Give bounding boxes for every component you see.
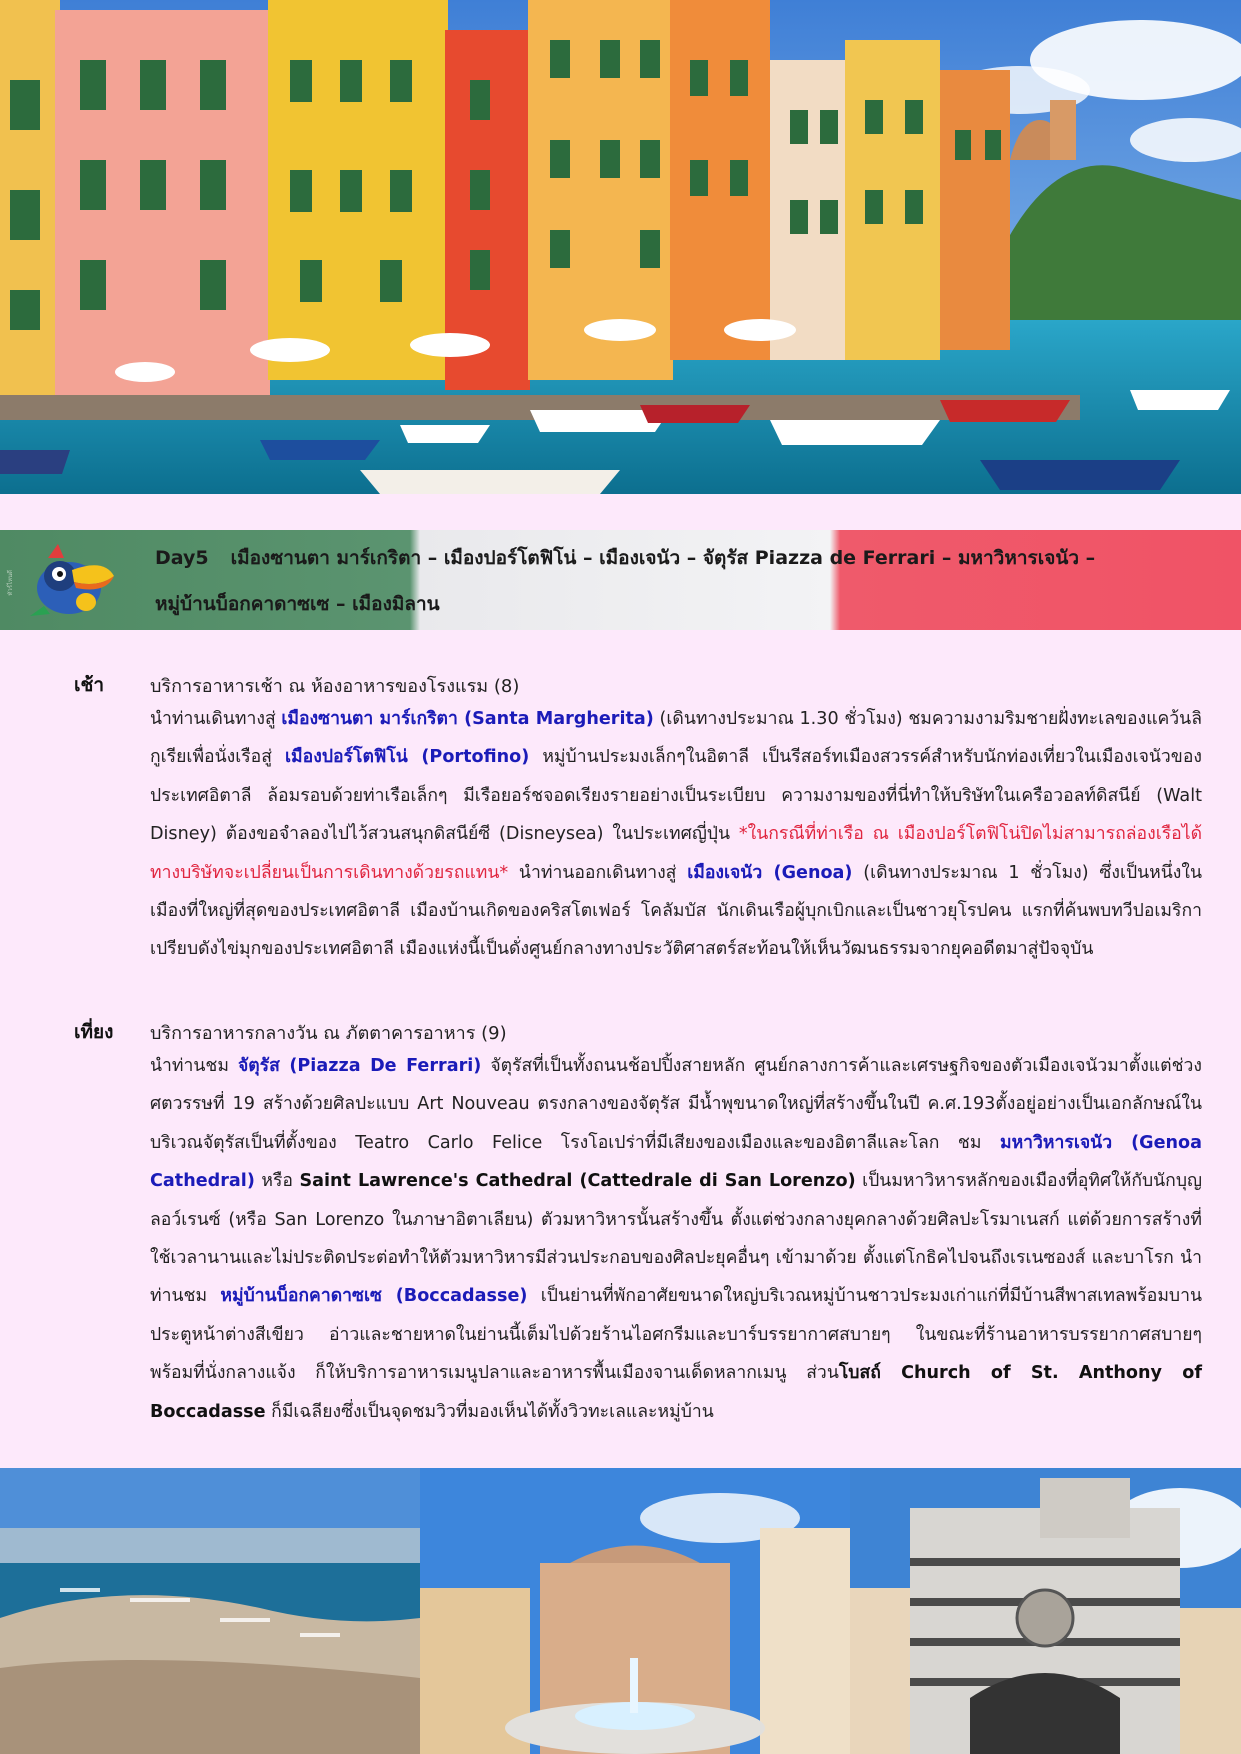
photo-genoa-cathedral xyxy=(850,1468,1241,1754)
text-run: นำท่านออกเดินทางสู่ xyxy=(508,862,688,883)
text-run: หรือ xyxy=(254,1171,300,1192)
church-st-anthony: โบสถ์ Church of St. Anthony of Boccadasse xyxy=(150,1363,1202,1422)
text-run: จัตุรัสที่เป็นทั้งถนนช้อปปิ้งสายหลัก ศูนย์กลางการค้าและเศรษฐกิจของตัวเมืองเจนัวมาตั้งแต่ช่วงศตวรรษที่ 19 สร้างด้วยศิลปะแบบ Art Nouveau ตรงกลางของจัตุรัส มีน้ำพุขนาดใหญ่ที่สร้างขึ้นในปี ค.ศ.193ตั้งอยู่อย่างเป็นเอกลักษณ์ในบริเวณจัตุรัสเป็นที่ตั้งของ Teatro Carlo Felice โรงโอเปร่าที่มีเสียงของเมืองและของอิตาลีและโลก ชม xyxy=(150,1056,1202,1153)
banner-route-1: เมืองซานตา มาร์เกริตา – เมืองปอร์โตฟิโน่ – เมืองเจนัว – จัตุรัส Piazza de Ferrari – มหาวิหารเจนัว – xyxy=(230,547,1096,569)
bottom-photo-strip xyxy=(0,1468,1241,1754)
place-genoa-cathedral: มหาวิหารเจนัว (Genoa Cathedral) xyxy=(150,1132,1202,1192)
text-run: (เดินทางประมาณ 1 ชั่วโมง) ซึ่งเป็นหนึ่งในเมืองที่ใหญ่ที่สุดของประเทศอิตาลี เมืองบ้านเกิดของคริสโตเฟอร์ โคลัมบัส นักเดินเรือผู้บุกเบิกและเป็นชาวยุโรปคน แรกที่ค้นพบทวีปอเมริกา เปรียบดังไข่มุกของประเทศอิตาลี เมืองแห่งนี้เป็นดั่งศูนย์กลางทางประวัติศาสตร์สะท้อนให้เห็นวัฒนธรรมจากยุคอดีตมาสู่ปัจจุบัน xyxy=(150,862,1202,960)
text-run: นำท่านชม xyxy=(150,1056,238,1076)
morning-label: เช้า xyxy=(74,674,105,696)
place-boccadasse: หมู่บ้านบ็อกคาดาซเซ (Boccadasse) xyxy=(220,1286,528,1307)
photo-genoa-harbour xyxy=(0,1468,420,1754)
morning-paragraph xyxy=(150,700,1202,969)
noon-paragraph xyxy=(150,1047,1202,1431)
saint-lawrence-cathedral: Saint Lawrence's Cathedral (Cattedrale di San Lorenzo) xyxy=(299,1171,856,1192)
banner-title-line-1 xyxy=(155,543,1095,573)
text-run: เป็นย่านที่พักอาศัยขนาดใหญ่บริเวณหมู่บ้านชาวประมงเก่าแก่ที่มีบ้านสีพาสเทลพร้อมบานประตูหน้าต่างสีเขียว อ่าวและชายหาดในย่านนี้เต็มไปด้วยร้านไอศกรีมและบาร์บรรยากาศสบายๆ ในขณะที่ร้านอาหารบรรยากาศสบายๆ พร้อมที่นั่งกลางแจ้ง ก็ให้บริการอาหารเมนูปลาและอาหารพื้นเมืองจานเด็ดหลากเมนู ส่วน xyxy=(150,1286,1202,1384)
logo-side-text: ทัวร์ไหนดี xyxy=(7,570,14,596)
text-run: นำท่านเดินทางสู่ xyxy=(150,709,282,729)
text-run: ก็มีเฉลียงซึ่งเป็นจุดชมวิวที่มองเห็นได้ทั้งวิวทะเลและหมู่บ้าน xyxy=(265,1401,714,1422)
text-run: (เดินทางประมาณ 1.30 ชั่วโมง) ชมความงามริมชายฝั่งทะเลของแคว้นลิกูเรียเพื่อนั่งเรือสู่ xyxy=(150,709,1202,768)
place-genoa: เมืองเจนัว (Genoa) xyxy=(687,862,853,883)
banner-title-line-2: หมู่บ้านบ็อกคาดาซเซ – เมืองมิลาน xyxy=(155,593,440,615)
toucan-logo-icon xyxy=(14,536,124,626)
photo-piazza-de-ferrari xyxy=(420,1468,850,1754)
hero-photo-portofino xyxy=(0,0,1241,494)
text-run: หมู่บ้านประมงเล็กๆในอิตาลี เป็นรีสอร์ทเมืองสวรรค์สำหรับนักท่องเที่ยวในเมืองเจนัวของประเทศอิตาลี ล้อมรอบด้วยท่าเรือเล็กๆ มีเรือยอร์ชจอดเรียงรายอย่างเป็นระเบียบ ความงามของที่นี่ทำให้บริษัทในเครือวอลท์ดิสนีย์ (Walt Disney) ต้องขอจำลองไปไว้สวนสนุกดิสนีย์ซี (Disneysea) ในประเทศญี่ปุ่น xyxy=(150,747,1202,845)
noon-label: เที่ยง xyxy=(74,1021,114,1043)
noon-meal: บริการอาหารกลางวัน ณ ภัตตาคารอาหาร (9) xyxy=(150,1023,507,1044)
boat-note: *ในกรณีที่ท่าเรือ ณ เมืองปอร์โตฟิโน่ปิดไม่สามารถล่องเรือได้ ทางบริษัทจะเปลี่ยนเป็นการเดินทางด้วยรถแทน* xyxy=(150,824,1202,883)
place-santa-margherita: เมืองซานตา มาร์เกริตา (Santa Margherita) xyxy=(281,709,654,729)
place-piazza-de-ferrari: จัตุรัส (Piazza De Ferrari) xyxy=(237,1056,482,1076)
day-label: Day5 xyxy=(155,547,209,569)
morning-meal: บริการอาหารเช้า ณ ห้องอาหารของโรงแรม (8) xyxy=(150,676,520,697)
text-run: เป็นมหาวิหารหลักของเมืองที่อุทิศให้กับนักบุญลอว์เรนซ์ (หรือ San Lorenzo ในภาษาอิตาเลียน) ตัวมหาวิหารนั้นสร้างขึ้น ตั้งแต่ช่วงกลางยุคกลางด้วยศิลปะโรมาเนสก์ แต่ด้วยการสร้างที่ใช้เวลานานและไม่ประติดประต่อทำให้ตัวมหาวิหารมีส่วนประกอบของศิลปะยุคอื่นๆ เข้ามาด้วย ตั้งแต่โกธิคไปจนถึงเรเนซองส์ และบาโรก นำท่านชม xyxy=(150,1171,1202,1307)
place-portofino: เมืองปอร์โตฟิโน่ (Portofino) xyxy=(285,747,530,768)
